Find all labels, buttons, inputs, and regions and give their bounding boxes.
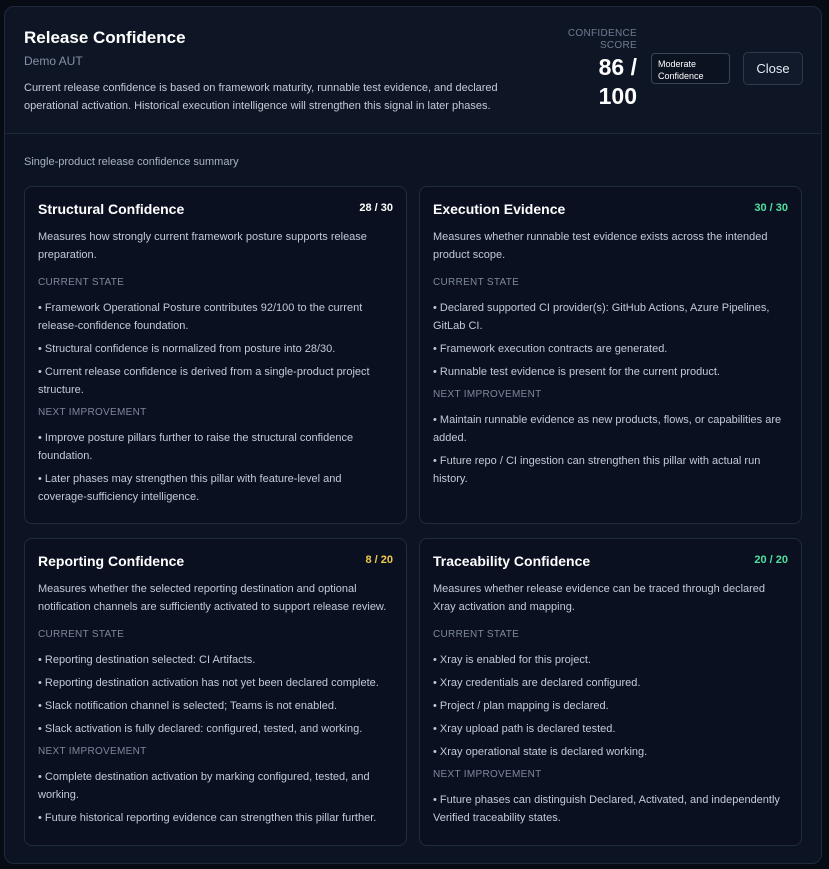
card-header (38, 201, 393, 223)
close-button[interactable]: Close (743, 52, 803, 85)
list-item: • Declared supported CI provider(s): GitHub Actions, Azure Pipelines, GitLab CI. (433, 299, 788, 335)
current-state-label: CURRENT STATE (433, 277, 520, 288)
list-item: • Reporting destination selected: CI Artifacts. (38, 651, 393, 669)
execution-evidence-card (419, 186, 802, 524)
confidence-score-value: 86 / 100 (598, 54, 637, 109)
card-header (38, 553, 393, 575)
list-item: • Improve posture pillars further to raise the structural confidence foundation. (38, 429, 393, 465)
modal-title: Release Confidence (24, 28, 186, 47)
current-state-label: CURRENT STATE (38, 629, 125, 640)
list-item: • Xray is enabled for this project. (433, 651, 788, 669)
card-score: 30 / 30 (754, 202, 788, 214)
confidence-level-badge: Moderate Confidence (651, 53, 730, 84)
list-item: • Current release confidence is derived from a single-product project structure. (38, 363, 393, 399)
current-state-list (38, 651, 393, 738)
list-item: • Reporting destination activation has not yet been declared complete. (38, 674, 393, 692)
list-item: • Future historical reporting evidence can strengthen this pillar further. (38, 809, 393, 827)
current-state-label: CURRENT STATE (433, 629, 520, 640)
next-improvement-list (433, 411, 788, 488)
release-confidence-modal (4, 6, 822, 864)
card-title: Execution Evidence (433, 201, 566, 217)
next-improvement-label: NEXT IMPROVEMENT (38, 746, 147, 757)
next-improvement-label: NEXT IMPROVEMENT (433, 769, 542, 780)
list-item: • Future repo / CI ingestion can strengthen this pillar with actual run history. (433, 452, 788, 488)
list-item: • Later phases may strengthen this pillar with feature-level and coverage-sufficiency intelligence. (38, 470, 393, 506)
summary-label: Single-product release confidence summary (24, 156, 239, 168)
list-item: • Structural confidence is normalized from posture into 28/30. (38, 340, 393, 358)
list-item: • Xray credentials are declared configured. (433, 674, 788, 692)
list-item: • Future phases can distinguish Declared, Activated, and independently Verified traceability states. (433, 791, 788, 827)
list-item: • Framework Operational Posture contributes 92/100 to the current release-confidence foundation. (38, 299, 393, 335)
card-description: Measures whether release evidence can be traced through declared Xray activation and mapping. (433, 583, 766, 613)
next-improvement-list (38, 429, 393, 506)
list-item: • Slack notification channel is selected; Teams is not enabled. (38, 697, 393, 715)
card-score: 8 / 20 (365, 554, 393, 566)
list-item: • Runnable test evidence is present for the current product. (433, 363, 788, 381)
current-state-list (433, 651, 788, 761)
card-header (433, 553, 788, 575)
modal-header (5, 7, 821, 134)
current-state-list (38, 299, 393, 399)
card-score: 20 / 20 (754, 554, 788, 566)
card-title: Reporting Confidence (38, 553, 185, 569)
next-improvement-list (38, 768, 393, 827)
confidence-score-label: CONFIDENCE SCORE (567, 28, 637, 51)
list-item: • Project / plan mapping is declared. (433, 697, 788, 715)
list-item: • Slack activation is fully declared: configured, tested, and working. (38, 720, 393, 738)
next-improvement-label: NEXT IMPROVEMENT (433, 389, 542, 400)
card-description: Measures how strongly current framework posture supports release preparation. (38, 231, 367, 261)
modal-description: Current release confidence is based on framework maturity, runnable test evidence, and declared operational activation. Historical execution intelligence will strengthen this signal in later phases. (24, 82, 498, 112)
reporting-confidence-card (24, 538, 407, 846)
card-title: Traceability Confidence (433, 553, 591, 569)
traceability-confidence-card (419, 538, 802, 846)
list-item: • Maintain runnable evidence as new products, flows, or capabilities are added. (433, 411, 788, 447)
card-score: 28 / 30 (359, 202, 393, 214)
card-description: Measures whether runnable test evidence exists across the intended product scope. (433, 231, 768, 261)
next-improvement-label: NEXT IMPROVEMENT (38, 407, 147, 418)
structural-confidence-card (24, 186, 407, 524)
card-description: Measures whether the selected reporting destination and optional notification channels are sufficiently activated to support release review. (38, 583, 387, 613)
list-item: • Framework execution contracts are generated. (433, 340, 788, 358)
list-item: • Xray upload path is declared tested. (433, 720, 788, 738)
current-state-list (433, 299, 788, 381)
modal-subtitle: Demo AUT (24, 54, 83, 68)
next-improvement-list (433, 791, 788, 827)
card-header (433, 201, 788, 223)
current-state-label: CURRENT STATE (38, 277, 125, 288)
list-item: • Xray operational state is declared working. (433, 743, 788, 761)
list-item: • Complete destination activation by marking configured, tested, and working. (38, 768, 393, 804)
card-title: Structural Confidence (38, 201, 185, 217)
